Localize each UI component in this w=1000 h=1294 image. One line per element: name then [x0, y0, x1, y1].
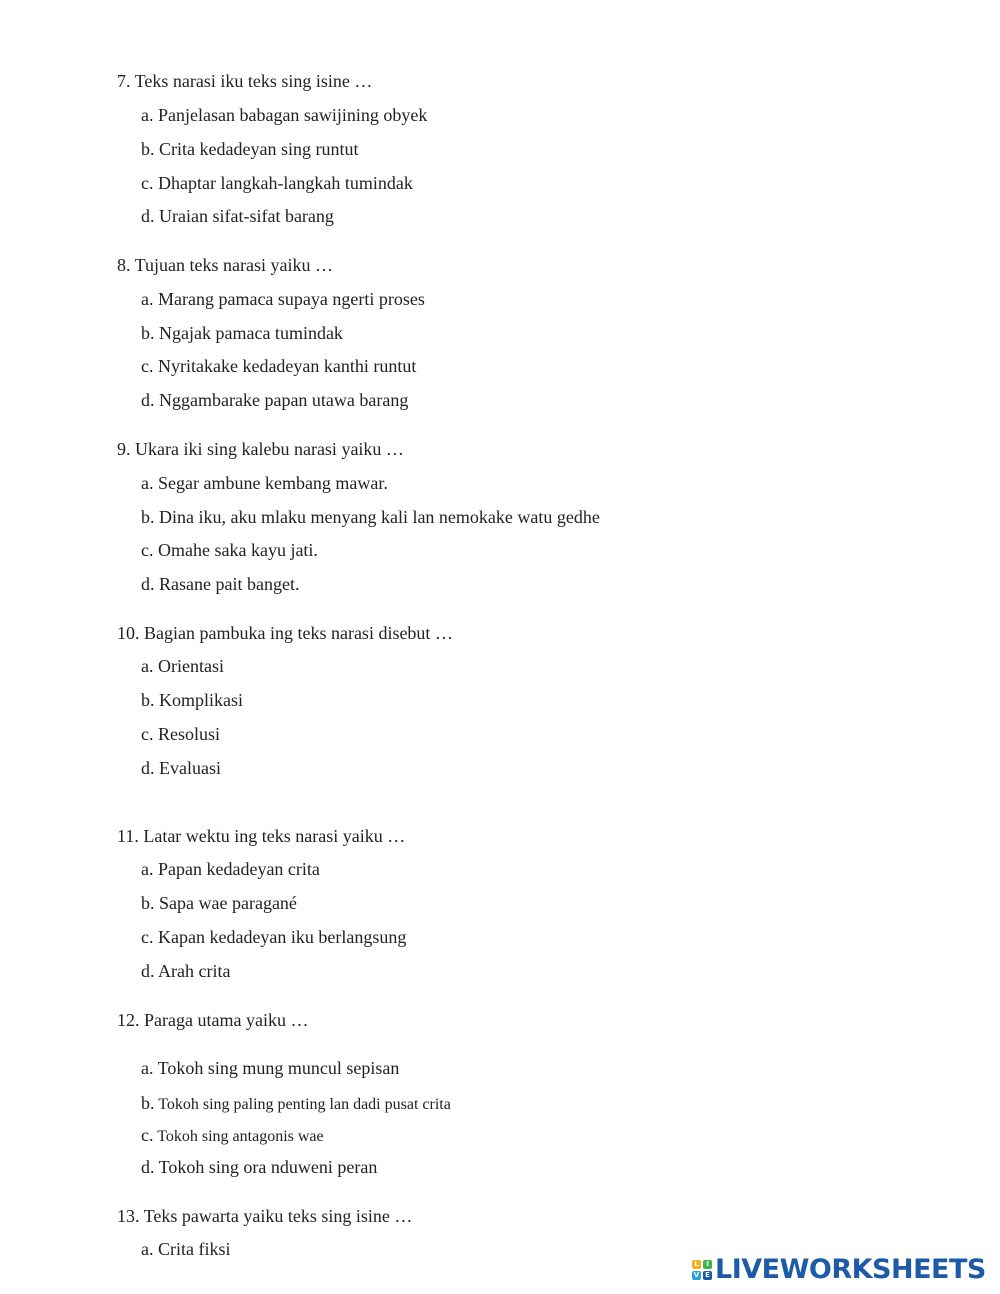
question-11-option-d[interactable]: d. Arah crita [141, 961, 231, 981]
question-7-option-b[interactable]: b. Crita kedadeyan sing runtut [141, 139, 359, 159]
question-8-option-a[interactable]: a. Marang pamaca supaya ngerti proses [141, 289, 425, 309]
question-10-option-c[interactable]: c. Resolusi [141, 724, 220, 744]
question-13-option-a[interactable]: a. Crita fiksi [141, 1239, 231, 1259]
option-letter: b. [141, 1093, 155, 1113]
question-10-option-a[interactable]: a. Orientasi [141, 656, 224, 676]
option-text: Tokoh sing paling penting lan dadi pusat crita [158, 1096, 451, 1113]
logo-tile: E [703, 1271, 712, 1280]
question-8: 8. Tujuan teks narasi yaiku … [117, 255, 333, 275]
liveworksheets-logo-text: LIVEWORKSHEETS [715, 1254, 986, 1285]
question-9-option-d[interactable]: d. Rasane pait banget. [141, 574, 300, 594]
question-12: 12. Paraga utama yaiku … [117, 1010, 309, 1030]
option-text: Tokoh sing antagonis wae [157, 1128, 324, 1145]
question-11-option-b[interactable]: b. Sapa wae paragané [141, 893, 297, 913]
question-13: 13. Teks pawarta yaiku teks sing isine … [117, 1206, 413, 1226]
question-9-option-c[interactable]: c. Omahe saka kayu jati. [141, 540, 318, 560]
question-9-option-b[interactable]: b. Dina iku, aku mlaku menyang kali lan nemokake watu gedhe [141, 507, 600, 527]
question-10-option-b[interactable]: b. Komplikasi [141, 690, 243, 710]
question-12-option-a[interactable]: a. Tokoh sing mung muncul sepisan [141, 1058, 400, 1078]
question-10-option-d[interactable]: d. Evaluasi [141, 758, 221, 778]
question-12-option-d[interactable]: d. Tokoh sing ora nduweni peran [141, 1157, 378, 1177]
question-8-option-c[interactable]: c. Nyritakake kedadeyan kanthi runtut [141, 356, 417, 376]
logo-tile: L [692, 1260, 701, 1269]
question-8-option-d[interactable]: d. Nggambarake papan utawa barang [141, 390, 409, 410]
question-10: 10. Bagian pambuka ing teks narasi disebut … [117, 623, 453, 643]
question-7-option-d[interactable]: d. Uraian sifat-sifat barang [141, 206, 334, 226]
question-7-option-c[interactable]: c. Dhaptar langkah-langkah tumindak [141, 173, 413, 193]
question-11-option-a[interactable]: a. Papan kedadeyan crita [141, 859, 320, 879]
question-11: 11. Latar wektu ing teks narasi yaiku … [117, 826, 406, 846]
logo-tile: I [703, 1260, 712, 1269]
question-11-option-c[interactable]: c. Kapan kedadeyan iku berlangsung [141, 927, 407, 947]
question-9-option-a[interactable]: a. Segar ambune kembang mawar. [141, 473, 388, 493]
question-12-option-b[interactable] [141, 1092, 451, 1116]
question-8-option-b[interactable]: b. Ngajak pamaca tumindak [141, 323, 343, 343]
question-7-option-a[interactable]: a. Panjelasan babagan sawijining obyek [141, 105, 428, 125]
liveworksheets-logo-mark [692, 1260, 712, 1280]
liveworksheets-logo [692, 1253, 986, 1287]
question-12-option-c[interactable] [141, 1124, 324, 1148]
question-7: 7. Teks narasi iku teks sing isine … [117, 71, 373, 91]
logo-tile: V [693, 1271, 700, 1279]
option-letter: c. [141, 1125, 154, 1145]
question-9: 9. Ukara iki sing kalebu narasi yaiku … [117, 439, 404, 459]
